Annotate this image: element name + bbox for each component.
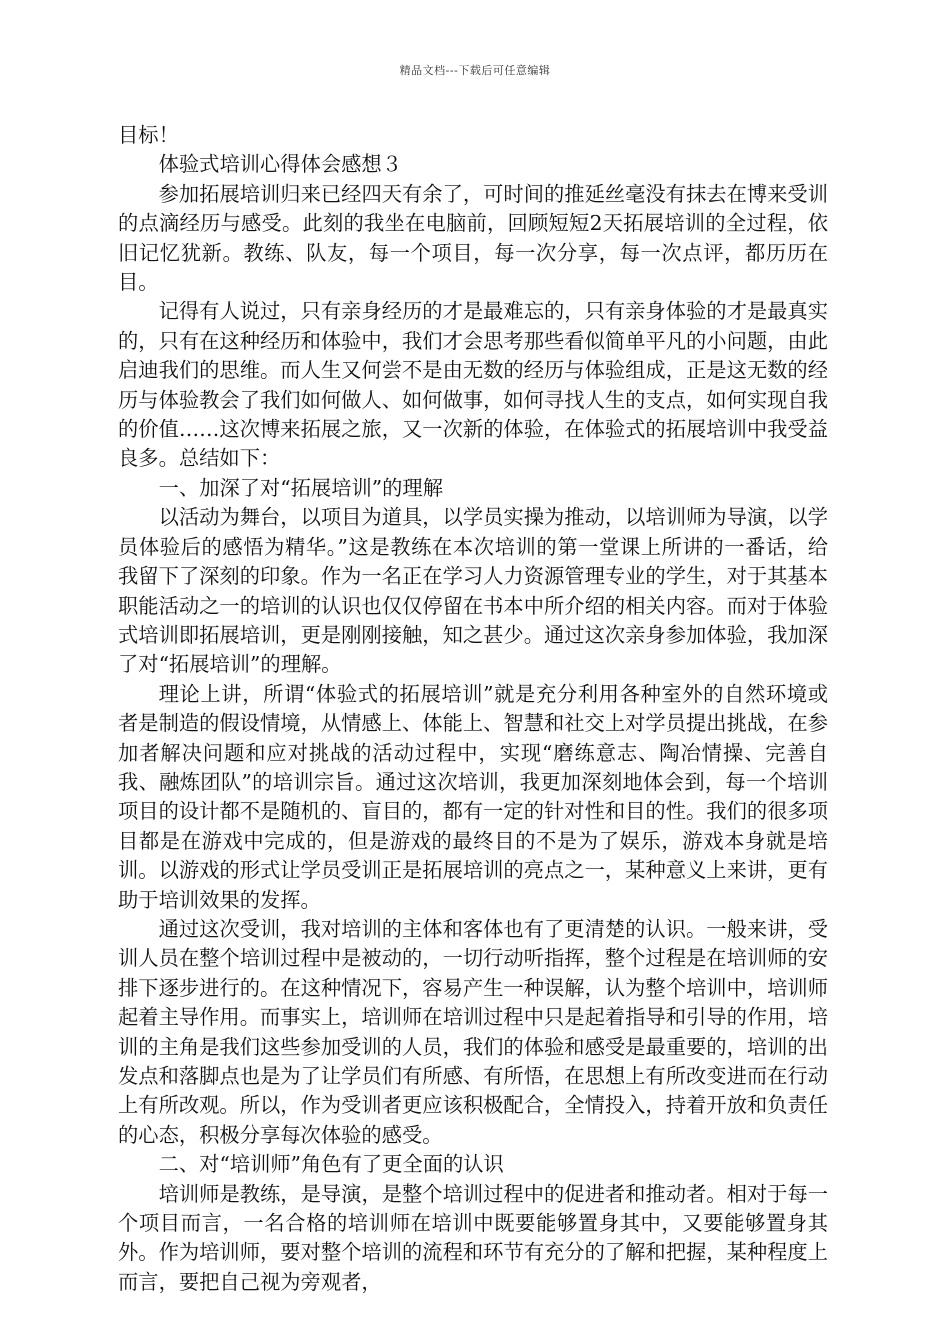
section-title: 体验式培训心得体会感想３	[158, 152, 402, 177]
document-body	[118, 121, 828, 1297]
paragraph: 参加拓展培训归来已经四天有余了，可时间的推延丝毫没有抹去在博来受训的点滴经历与感受。此刻的我坐在电脑前，回顾短短2天拓展培训的全过程，依旧记忆犹新。教练、队友，每一个项目，每一次分享，每一次点评，都历历在目。	[118, 181, 828, 295]
paragraph: 理论上讲，所谓“体验式的拓展培训”就是充分利用各种室外的自然环境或者是制造的假设情境，从情感上、体能上、智慧和社交上对学员提出挑战，在参加者解决问题和应对挑战的活动过程中，实现“磨练意志、陶冶情操、完善自我、融炼团队”的培训宗旨。通过这次培训，我更加深刻地体会到，每一个培训项目的设计都不是随机的、盲目的，都有一定的针对性和目的性。我们的很多项目都是在游戏中完成的，但是游戏的最终目的不是为了娱乐，游戏本身就是培训。以游戏的形式让学员受训正是拓展培训的亮点之一，某种意义上来讲，更有助于培训效果的发挥。	[118, 681, 828, 912]
lead-fragment: 目标！	[118, 123, 179, 147]
paragraph: 通过这次受训，我对培训的主体和客体也有了更清楚的认识。一般来讲，受训人员在整个培训过程中是被动的，一切行动听指挥，整个过程是在培训师的安排下逐步进行的。在这种情况下，容易产生一种误解，认为整个培训中，培训师起着主导作用。而事实上，培训师在培训过程中只是起着指导和引导的作用，培训的主角是我们这些参加受训的人员，我们的体验和感受是最重要的，培训的出发点和落脚点也是为了让学员们有所感、有所悟，在思想上有所改变进而在行动上有所改观。所以，作为受训者更应该积极配合，全情投入，持着开放和负责任的心态，积极分享每次体验的感受。	[118, 916, 828, 1147]
paragraph: 以活动为舞台，以项目为道具，以学员实操为推动，以培训师为导演，以学员体验后的感悟为精华。”这是教练在本次培训的第一堂课上所讲的一番话，给我留下了深刻的印象。作为一名正在学习人力资源管理专业的学生，对于其基本职能活动之一的培训的认识也仅仅停留在书本中所介绍的相关内容。而对于体验式培训即拓展培训，更是刚刚接触，知之甚少。通过这次亲身参加体验，我加深了对“拓展培训”的理解。	[118, 505, 828, 677]
paragraph: 记得有人说过，只有亲身经历的才是最难忘的，只有亲身体验的才是最真实的，只有在这种经历和体验中，我们才会思考那些看似简单平凡的小问题，由此启迪我们的思维。而人生又何尝不是由无数的经历与体验组成，正是这无数的经历与体验教会了我们如何做人、如何做事，如何寻找人生的支点，如何实现自我的价值……这次博来拓展之旅，又一次新的体验，在体验式的拓展培训中我受益良多。总结如下：	[118, 299, 828, 471]
page-header: 精品文档---下载后可任意编辑	[399, 64, 551, 77]
paragraph: 培训师是教练，是导演，是整个培训过程中的促进者和推动者。相对于每一个项目而言，一名合格的培训师在培训中既要能够置身其中，又要能够置身其外。作为培训师，要对整个培训的流程和环节有充分的了解和把握，某种程度上而言，要把自己视为旁观者，	[118, 1181, 828, 1294]
section-heading: 二、对“培训师”角色有了更全面的认识	[158, 1152, 504, 1177]
section-heading: 一、加深了对“拓展培训”的理解	[158, 475, 443, 500]
